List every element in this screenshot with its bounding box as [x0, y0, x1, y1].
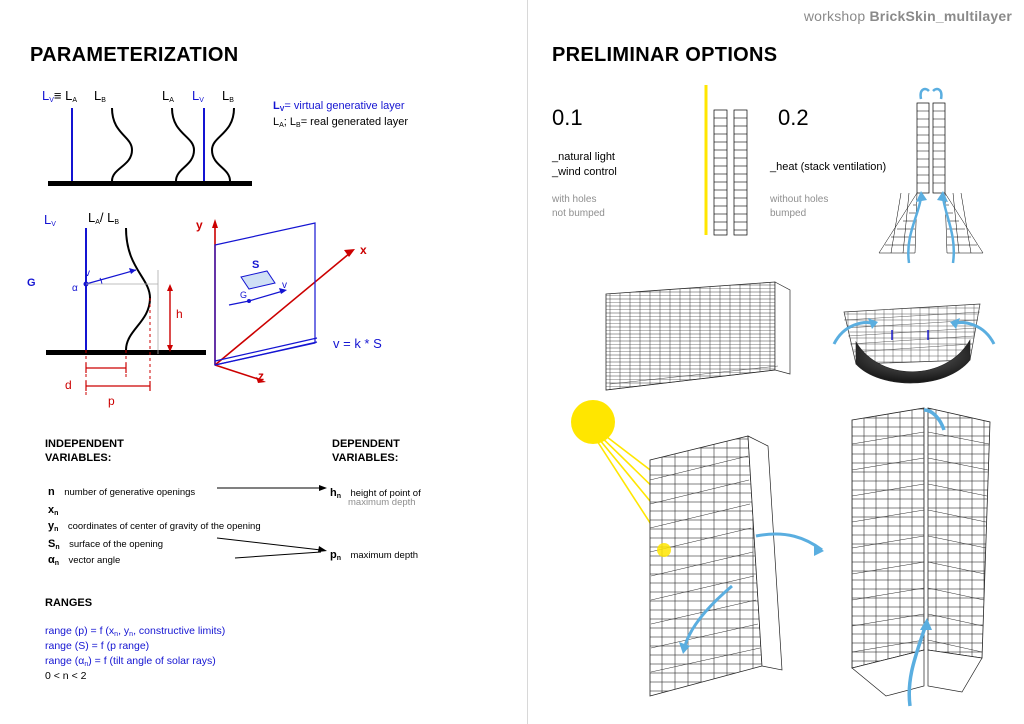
la-subscript-2: A	[169, 97, 174, 104]
section-lv-subscript: V	[51, 221, 56, 228]
layer-label-la-2	[162, 88, 174, 104]
lb-subscript-2: B	[229, 97, 234, 104]
header-title	[804, 8, 1012, 24]
legend-real-text: = real generated layer	[300, 116, 409, 128]
ranges-title: RANGES	[45, 597, 93, 609]
legend-lv-symbol: L	[273, 100, 280, 112]
legend-real-layer	[273, 116, 408, 129]
lb-symbol: L	[94, 88, 102, 103]
range-mid: , y	[118, 625, 130, 637]
tall-wall-render-right	[840, 400, 1020, 710]
axis-label-v: v	[282, 280, 287, 291]
legend-lb-symbol: ; L	[283, 116, 297, 128]
var-symbol: p	[330, 549, 337, 561]
independent-title-line2: VARIABLES:	[45, 452, 112, 464]
var-symbol: n	[48, 486, 55, 498]
var-description: number of generative openings	[64, 487, 196, 498]
var-description: coordinates of center of gravity of the opening	[67, 521, 261, 532]
option-1-note-line1: with holes	[552, 194, 597, 205]
section-label-v: v	[85, 268, 90, 279]
lv-subscript-2: V	[199, 97, 204, 104]
range-line-2	[45, 639, 149, 654]
lv-symbol: L	[42, 88, 50, 103]
section-label-d: d	[65, 378, 72, 392]
section-lv-symbol: L	[44, 212, 52, 227]
option-1-desc-line1: _natural light	[552, 151, 615, 163]
variables-arrows	[215, 470, 335, 570]
option-2-description	[770, 160, 886, 175]
layer-label-lb-2	[222, 88, 234, 104]
lb-subscript: B	[101, 97, 106, 104]
independent-variables-title	[45, 437, 124, 465]
var-subscript: n	[336, 555, 342, 562]
option-2-plan-diagram	[875, 85, 995, 275]
option-2-note-line1: without holes	[770, 194, 829, 205]
range-pre: range (S) = f (p range)	[45, 640, 150, 652]
var-subscript: n	[54, 526, 59, 533]
option-1-note-line2: not bumped	[552, 208, 605, 219]
var-symbol: S	[48, 538, 56, 550]
range-sub1: n	[114, 631, 119, 638]
var-symbol: x	[48, 504, 55, 516]
section-label-lv	[44, 212, 56, 228]
independent-var-alpha	[48, 550, 120, 568]
tall-wall-render-left	[636, 430, 826, 710]
var-symbol: α	[48, 554, 55, 566]
legend-lv-subscript: V	[279, 106, 285, 113]
option-2-number: 0.2	[778, 105, 809, 130]
option-2-desc-line1: _heat (stack ventilation)	[770, 161, 887, 173]
option-2-note-line2: bumped	[770, 208, 807, 219]
section-lb-subscript: B	[114, 219, 120, 226]
var-symbol: y	[48, 520, 55, 532]
la-subscript: A	[72, 97, 78, 104]
header-title-prefix: workshop	[803, 8, 870, 24]
section-label-g: G	[27, 277, 36, 289]
dependent-title-line1: DEPENDENT	[332, 438, 400, 450]
dependent-var-h-line2: maximum depth	[348, 497, 416, 508]
independent-title-line1: INDEPENDENT	[45, 438, 124, 450]
independent-var-n	[48, 482, 195, 500]
section-slash: / L	[99, 210, 115, 225]
section-label-h: h	[176, 307, 183, 321]
bumped-wall-render	[830, 290, 1000, 400]
perforated-wall-render	[600, 278, 800, 398]
range-sub2: n	[129, 631, 134, 638]
section-label-alpha: α	[72, 283, 78, 294]
page-title-right: PRELIMINAR OPTIONS	[552, 44, 778, 66]
var-subscript: n	[54, 510, 59, 517]
axes-formula: v = k * S	[333, 336, 382, 351]
axis-label-s: S	[252, 259, 260, 271]
lv-subscript: V	[49, 97, 54, 104]
la-symbol: L	[162, 88, 170, 103]
legend-lv-text: = virtual generative layer	[284, 100, 405, 112]
axis-label-x: x	[360, 243, 367, 257]
range-pre: range (p) = f (x	[45, 625, 115, 637]
option-1-desc-line2: _wind control	[552, 166, 617, 178]
axis-label-g: G	[240, 290, 248, 300]
option-1-number: 0.1	[552, 105, 583, 130]
range-sub1: n	[84, 661, 89, 668]
var-description: height of point of	[350, 488, 421, 499]
range-post: , constructive limits)	[133, 625, 226, 637]
page-title-left: PARAMETERIZATION	[30, 44, 239, 66]
legend-la-symbol: L	[273, 116, 280, 128]
lb-symbol-2: L	[222, 88, 230, 103]
var-description: vector angle	[68, 555, 121, 566]
dependent-variables-title	[332, 437, 400, 465]
var-description: surface of the opening	[69, 539, 164, 550]
dependent-var-p	[330, 545, 418, 563]
section-la-subscript: A	[95, 219, 100, 226]
dependent-title-line2: VARIABLES:	[332, 452, 399, 464]
legend-virtual-layer	[273, 100, 405, 113]
layer-label-lv-1	[42, 88, 77, 104]
range-mid: ) = f (tilt angle of solar rays)	[88, 655, 216, 667]
axes-diagram	[205, 205, 425, 385]
layer-label-lb-1	[94, 88, 106, 104]
layer-label-lv-2	[192, 88, 204, 104]
var-description: maximum depth	[350, 550, 419, 561]
var-subscript: n	[54, 560, 60, 567]
option-1-description	[552, 150, 617, 180]
var-subscript: n	[336, 493, 342, 500]
legend-la-subscript: A	[279, 122, 284, 129]
legend-lb-subscript: B	[296, 122, 301, 129]
var-symbol: h	[330, 487, 337, 499]
axis-label-z: z	[258, 369, 264, 383]
lv-equals: ≡ L	[53, 88, 73, 103]
section-label-p: p	[108, 394, 115, 408]
option-2-note	[770, 193, 828, 221]
range-pre: range (α	[45, 655, 85, 667]
range-line-4: 0 < n < 2	[45, 670, 87, 682]
var-subscript: n	[55, 544, 60, 551]
lv-symbol-2: L	[192, 88, 200, 103]
axis-label-y: y	[196, 218, 203, 232]
option-1-note	[552, 193, 605, 221]
section-la-symbol: L	[88, 210, 96, 225]
header-title-main: BrickSkin_multilayer	[869, 8, 1012, 24]
section-label-la-lb	[88, 210, 119, 226]
option-1-plan-diagram	[690, 85, 770, 260]
vertical-divider	[527, 0, 528, 724]
